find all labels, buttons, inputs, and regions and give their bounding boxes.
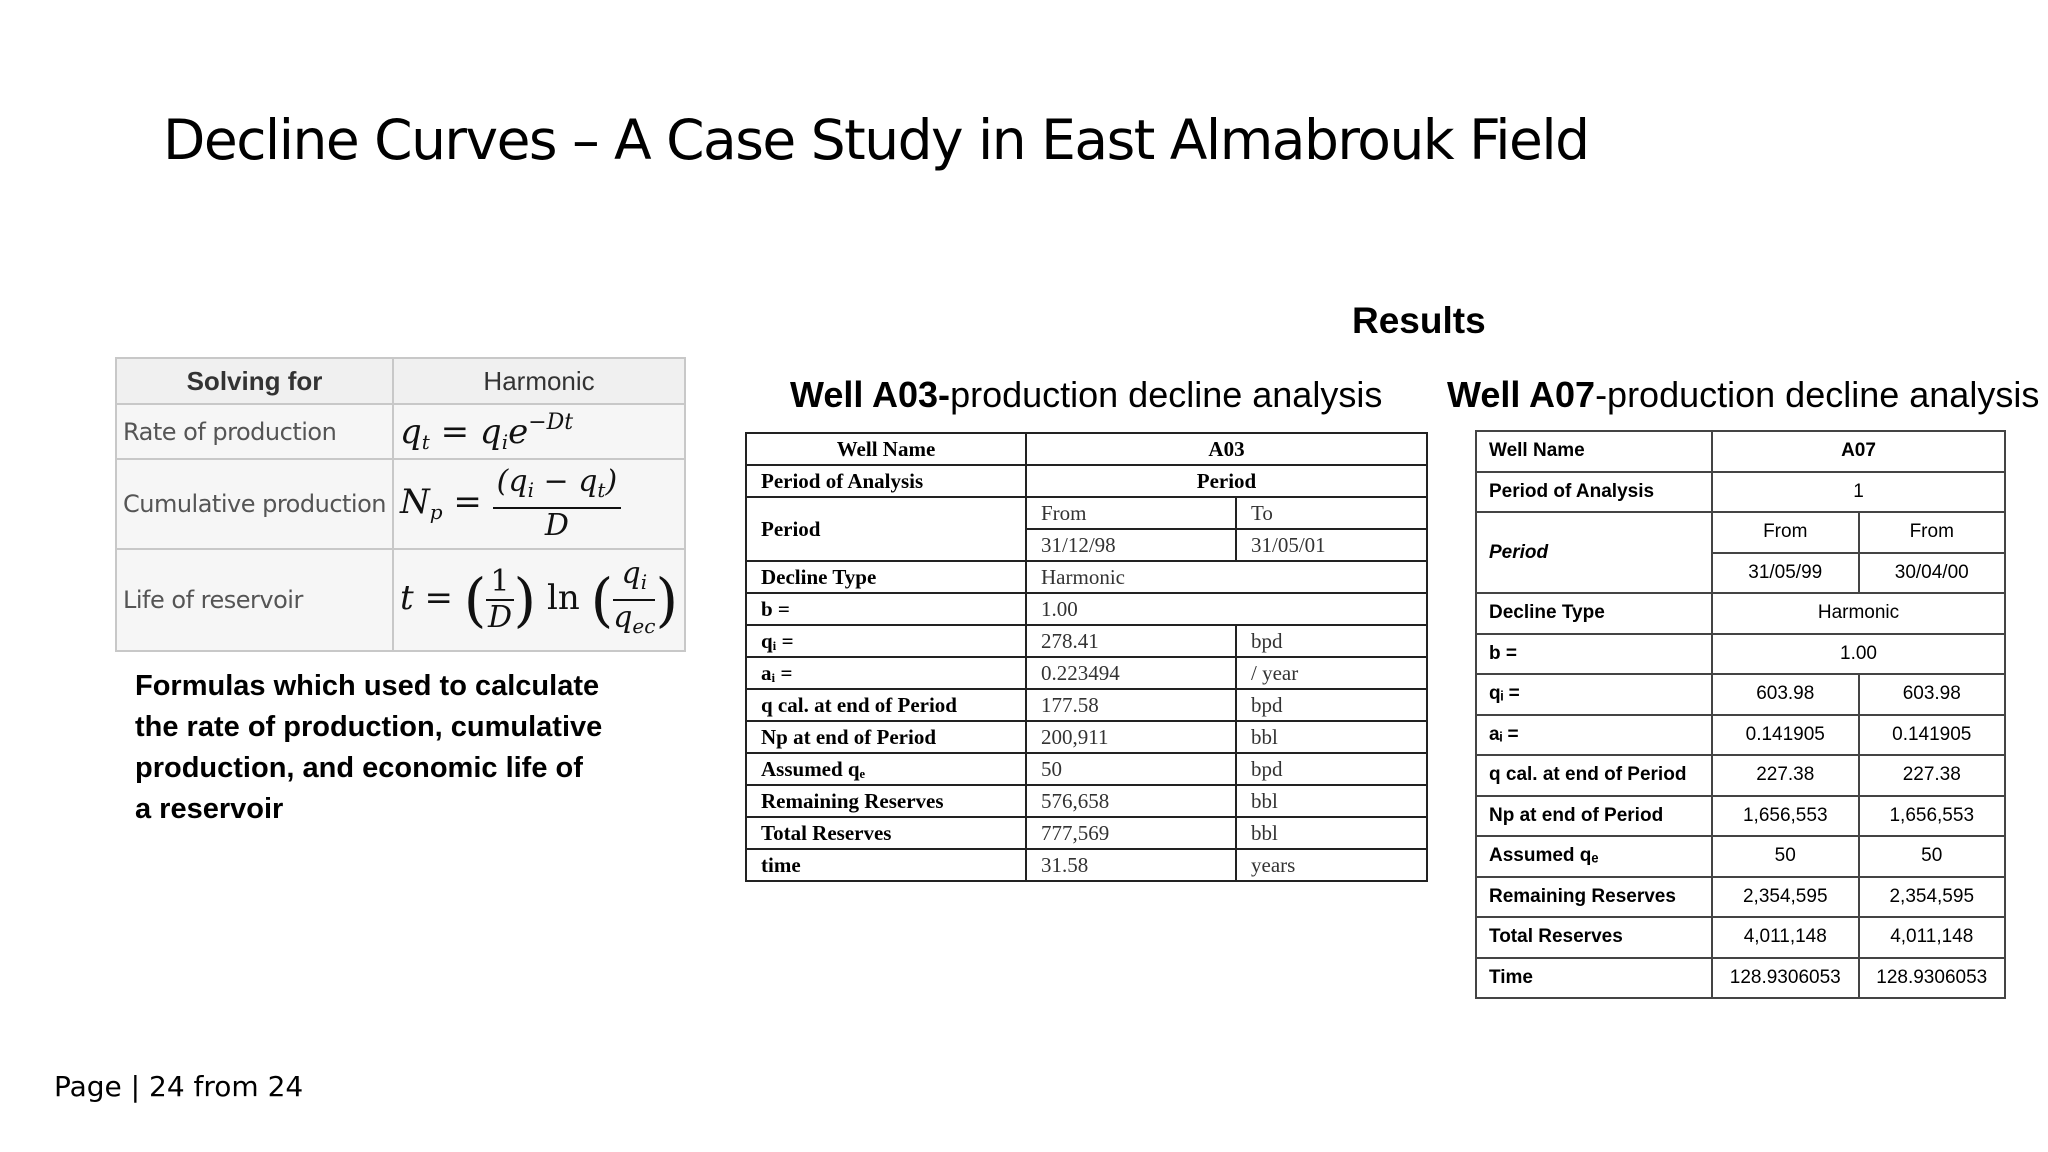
a03-period-label: Period <box>746 497 1026 561</box>
a03-row-label: Np at end of Period <box>746 721 1026 753</box>
a07-date-1: 31/05/99 <box>1712 553 1859 594</box>
a03-row-unit: bbl <box>1236 785 1427 817</box>
table-row <box>1476 634 2005 675</box>
caption-well-a07 <box>1447 374 2039 416</box>
a07-row-value-1: 1,656,553 <box>1712 796 1859 837</box>
a03-b-label: b = <box>746 593 1026 625</box>
a03-to-date: 31/05/01 <box>1236 529 1427 561</box>
formula-label-life: Life of reservoir <box>116 549 393 651</box>
a07-row-value-2: 1,656,553 <box>1859 796 2006 837</box>
table-row <box>746 561 1427 593</box>
a03-from-date: 31/12/98 <box>1026 529 1236 561</box>
a03-row-unit: bpd <box>1236 625 1427 657</box>
a03-row-label: Total Reserves <box>746 817 1026 849</box>
a03-row-unit: / year <box>1236 657 1427 689</box>
a07-decline-type-value: Harmonic <box>1712 593 2005 634</box>
formula-header-harmonic: Harmonic <box>393 358 685 404</box>
a07-row-value-1: 0.141905 <box>1712 715 1859 756</box>
a03-row-unit: bbl <box>1236 817 1427 849</box>
table-row <box>746 721 1427 753</box>
formula-description <box>135 666 655 830</box>
table-row <box>746 785 1427 817</box>
caption-a07-bold: Well A07 <box>1447 374 1596 415</box>
a07-from-label-2: From <box>1859 512 2006 553</box>
table-row <box>1476 715 2005 756</box>
table-row <box>1476 877 2005 918</box>
a07-row-label: Remaining Reserves <box>1476 877 1712 918</box>
a03-decline-type-label: Decline Type <box>746 561 1026 593</box>
a03-row-value: 177.58 <box>1026 689 1236 721</box>
a07-row-label: Time <box>1476 958 1712 999</box>
formula-table <box>115 357 686 652</box>
caption-well-a03 <box>790 374 1382 416</box>
a07-row-value-2: 2,354,595 <box>1859 877 2006 918</box>
a07-period-analysis-value: 1 <box>1712 472 2005 513</box>
a03-row-unit: years <box>1236 849 1427 881</box>
table-row <box>746 433 1427 465</box>
formula-label-cumulative: Cumulative production <box>116 459 393 549</box>
a03-row-label: Remaining Reserves <box>746 785 1026 817</box>
a07-from-label-1: From <box>1712 512 1859 553</box>
a03-from-label: From <box>1026 497 1236 529</box>
a03-period-analysis-label: Period of Analysis <box>746 465 1026 497</box>
slide-title: Decline Curves – A Case Study in East Almabrouk Field <box>163 108 1589 172</box>
formula-row-life <box>116 549 685 651</box>
a07-row-value-1: 128.9306053 <box>1712 958 1859 999</box>
table-row <box>746 849 1427 881</box>
a07-row-value-2: 0.141905 <box>1859 715 2006 756</box>
description-line: a reservoir <box>135 793 284 825</box>
well-a07-table <box>1475 430 2006 999</box>
description-line: production, and economic life of <box>135 752 583 784</box>
a07-well-name-label: Well Name <box>1476 431 1712 472</box>
table-row <box>1476 958 2005 999</box>
formula-rate-equation: $q_t = q_ie^{-Dt}$ <box>393 404 685 459</box>
a03-to-label: To <box>1236 497 1427 529</box>
a07-row-label: q cal. at end of Period <box>1476 755 1712 796</box>
description-line: Formulas which used to calculate <box>135 670 600 702</box>
table-row <box>1476 512 2005 553</box>
description-line: the rate of production, cumulative <box>135 711 603 743</box>
a07-row-label: qᵢ = <box>1476 674 1712 715</box>
formula-label-rate: Rate of production <box>116 404 393 459</box>
a07-row-value-2: 128.9306053 <box>1859 958 2006 999</box>
a03-row-value: 200,911 <box>1026 721 1236 753</box>
a03-well-name-value: A03 <box>1026 433 1427 465</box>
table-row <box>1476 917 2005 958</box>
a07-decline-type-label: Decline Type <box>1476 593 1712 634</box>
a07-row-value-2: 603.98 <box>1859 674 2006 715</box>
a03-row-value: 777,569 <box>1026 817 1236 849</box>
a07-row-value-1: 2,354,595 <box>1712 877 1859 918</box>
a07-period-analysis-label: Period of Analysis <box>1476 472 1712 513</box>
table-row <box>746 497 1427 529</box>
a07-row-value-1: 227.38 <box>1712 755 1859 796</box>
a03-row-unit: bpd <box>1236 689 1427 721</box>
a07-row-label: Np at end of Period <box>1476 796 1712 837</box>
formula-cumulative-equation: $N_p$ = $\frac{(q_i - q_t)}{D}$ <box>393 459 685 549</box>
a03-row-value: 576,658 <box>1026 785 1236 817</box>
caption-a03-bold: Well A03- <box>790 374 951 415</box>
a03-row-label: qᵢ = <box>746 625 1026 657</box>
table-row <box>1476 674 2005 715</box>
a07-row-label: Total Reserves <box>1476 917 1712 958</box>
a07-row-value-1: 50 <box>1712 836 1859 877</box>
a03-well-name-label: Well Name <box>746 433 1026 465</box>
a03-row-label: time <box>746 849 1026 881</box>
fraction-cumulative: $\frac{(q_i - q_t)}{D}$ <box>493 465 622 543</box>
a03-b-value: 1.00 <box>1026 593 1427 625</box>
a03-row-unit: bbl <box>1236 721 1427 753</box>
formula-row-rate <box>116 404 685 459</box>
table-row <box>1476 796 2005 837</box>
a03-row-unit: bpd <box>1236 753 1427 785</box>
table-row <box>746 625 1427 657</box>
a07-well-name-value: A07 <box>1712 431 2005 472</box>
a03-row-value: 31.58 <box>1026 849 1236 881</box>
formula-header-solving: Solving for <box>116 358 393 404</box>
table-row <box>746 657 1427 689</box>
a07-row-label: aᵢ = <box>1476 715 1712 756</box>
table-row <box>1476 472 2005 513</box>
a07-row-value-2: 4,011,148 <box>1859 917 2006 958</box>
table-row <box>746 593 1427 625</box>
page-number: Page | 24 from 24 <box>54 1070 304 1103</box>
a03-row-value: 0.223494 <box>1026 657 1236 689</box>
a07-row-value-1: 4,011,148 <box>1712 917 1859 958</box>
a03-row-label: q cal. at end of Period <box>746 689 1026 721</box>
a07-b-value: 1.00 <box>1712 634 2005 675</box>
formula-life-equation: t = ( $\frac{1}{D}$ ) ln ( $\frac{q_i}{q_{ec}}$ ) <box>393 549 685 651</box>
table-row <box>746 817 1427 849</box>
a07-row-value-1: 603.98 <box>1712 674 1859 715</box>
table-row <box>1476 593 2005 634</box>
a07-row-value-2: 50 <box>1859 836 2006 877</box>
a07-period-label: Period <box>1476 512 1712 593</box>
caption-a03-rest: production decline analysis <box>950 374 1383 415</box>
a03-decline-type-value: Harmonic <box>1026 561 1427 593</box>
table-row <box>1476 431 2005 472</box>
caption-a07-rest: -production decline analysis <box>1595 374 2040 415</box>
a03-row-label: aᵢ = <box>746 657 1026 689</box>
a03-row-value: 278.41 <box>1026 625 1236 657</box>
a07-row-label: Assumed qₑ <box>1476 836 1712 877</box>
table-row <box>746 465 1427 497</box>
a03-row-label: Assumed qₑ <box>746 753 1026 785</box>
table-row <box>746 753 1427 785</box>
a03-period-analysis-value: Period <box>1026 465 1427 497</box>
a03-row-value: 50 <box>1026 753 1236 785</box>
a07-row-value-2: 227.38 <box>1859 755 2006 796</box>
a07-b-label: b = <box>1476 634 1712 675</box>
table-row <box>746 689 1427 721</box>
a07-date-2: 30/04/00 <box>1859 553 2006 594</box>
well-a03-table <box>745 432 1428 882</box>
formula-row-cumulative <box>116 459 685 549</box>
formula-header-row <box>116 358 685 404</box>
table-row <box>1476 755 2005 796</box>
results-heading: Results <box>1352 300 1486 341</box>
table-row <box>1476 836 2005 877</box>
